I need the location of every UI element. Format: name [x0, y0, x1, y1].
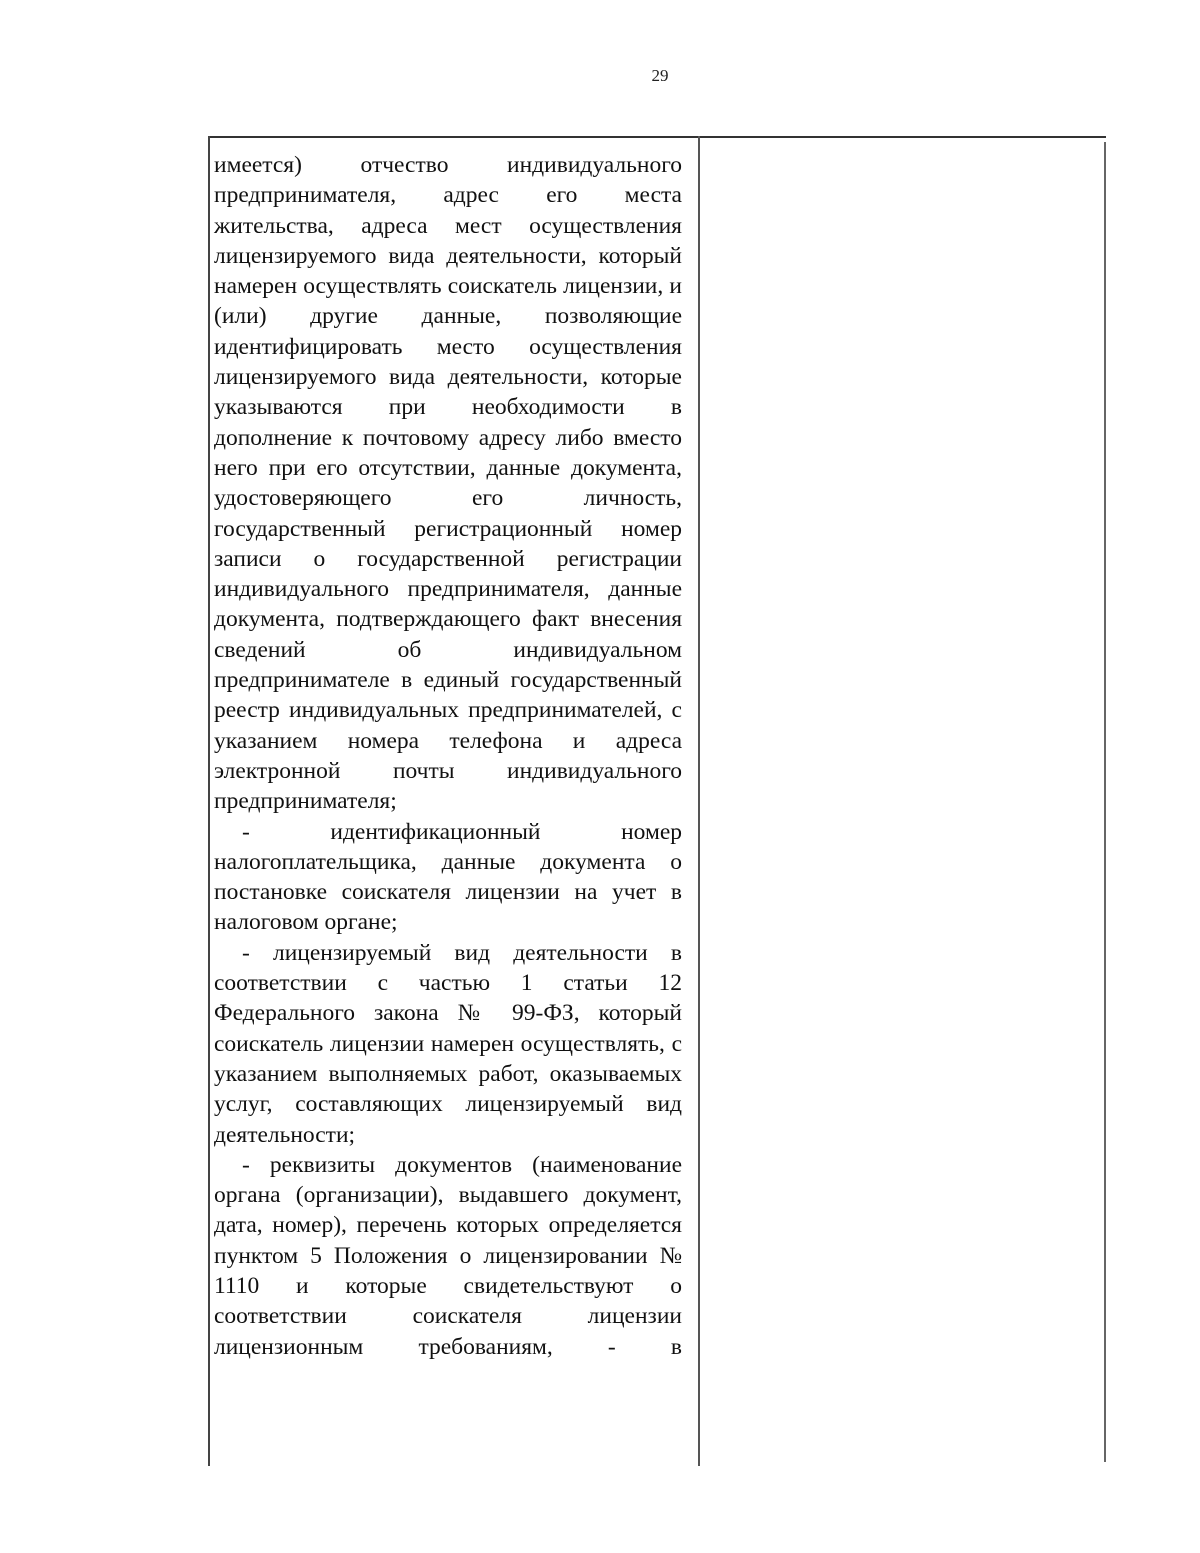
paragraph: имеется) отчество индивидуального предпринимателя, адрес его места жительства, адреса мест осуществления лицензируемого вида деятельности, который намерен осуществлять соискатель лицензии, и (или) другие данные, позволяющие идентифицировать место осуществления лицензируемого вида деятельности, которые указываются при необходимости в дополнение к почтовому адресу либо вместо него при его отсутствии, данные документа, удостоверяющего его личность, государственный регистрационный номер записи о государственной регистрации индивидуального предпринимателя, данные документа, подтверждающего факт внесения сведений об индивидуальном предпринимателе в единый государственный реестр индивидуальных предпринимателей, с указанием номера телефона и адреса электронной почты индивидуального предпринимателя; [214, 152, 682, 815]
table [208, 136, 1106, 1466]
paragraph: - идентификационный номер налогоплательщика, данные документа о постановке соискателя лицензии на учет в налоговом органе; [214, 818, 682, 936]
page-number: 29 [651, 66, 669, 85]
paragraph: - реквизиты документов (наименование органа (организации), выдавшего документ, дата, номер), перечень которых определяется пунктом 5 Положения о лицензировании № 1110 и которые свидетельствуют о соответствии соискателя лицензии лицензионным требованиям, - в [214, 1151, 682, 1360]
paragraph: - лицензируемый вид деятельности в соответствии с частью 1 статьи 12 Федерального закона № 99-ФЗ, который соискатель лицензии намерен осуществлять, с указанием выполняемых работ, оказываемых услуг, составляющих лицензируемый вид деятельности; [214, 939, 682, 1148]
table-cell-left [214, 150, 682, 1362]
table-column-divider [698, 136, 700, 1466]
table-cell-right [702, 140, 1102, 1460]
table-border-right [1104, 142, 1106, 1462]
table-border-left [208, 136, 210, 1466]
table-border-top [208, 136, 1106, 138]
